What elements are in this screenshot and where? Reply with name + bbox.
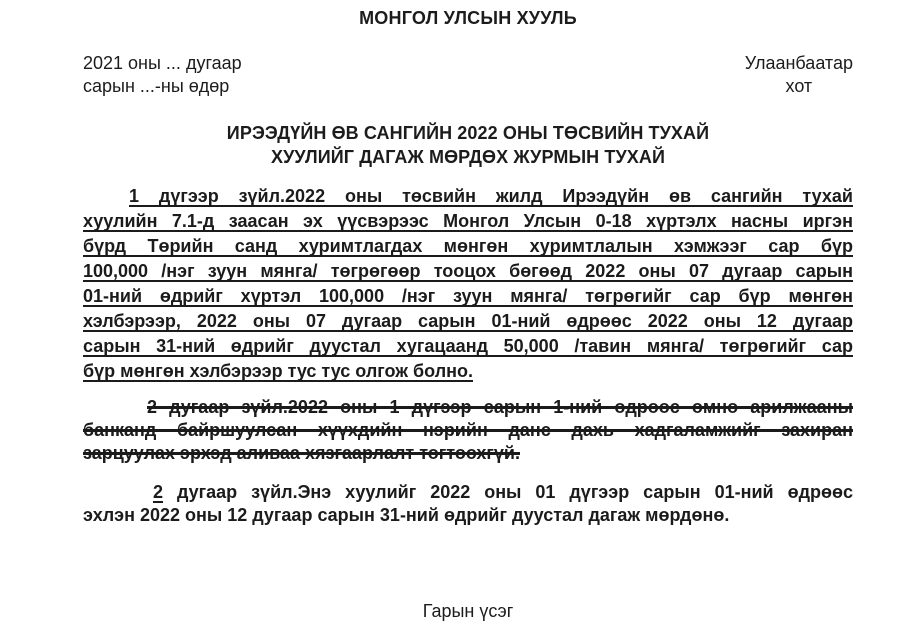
article-1-underlined-paragraph (83, 184, 853, 384)
text-line: 100,000 /нэг зуун мянга/ төгрөгөөр тооцох бөгөөд 2022 оны 07 дугаар сарын (83, 261, 853, 281)
article-2-struck-paragraph (83, 396, 853, 465)
law-title (83, 121, 853, 169)
text-line: бүрд Төрийн санд хуримтлагдах мөнгөн хуримтлалын хэмжээг сар бүр (83, 236, 853, 256)
text-line: зарцуулах эрхэд аливаа хязгаарлалт тогтоохгүй. (83, 443, 520, 463)
city-line-2: хот (785, 76, 813, 96)
text-line: сарын 31-ний өдрийг дуустал хугацаанд 50,000 /тавин мянга/ төгрөгийг сар (83, 336, 853, 356)
header-row (83, 52, 853, 98)
text-line: 01-ний өдрийг хүртэл 100,000 /нэг зуун мянга/ төгрөгийг сар бүр мөнгөн (83, 286, 853, 306)
text-line: хэлбэрээр, 2022 оны 07 дугаар сарын 01-ний өдрөөс 2022 оны 12 дугаар (83, 311, 853, 331)
article-3-line-1-rest: дугаар зүйл.Энэ хуулийг 2022 оны 01 дүгээр сарын 01-ний өдрөөс (163, 482, 853, 502)
text-line: 1 дүгээр зүйл.2022 оны төсвийн жилд Ирээдүйн өв сангийн тухай (129, 186, 853, 206)
city-block (745, 52, 853, 98)
article-3-line-2: эхлэн 2022 оны 12 дугаар сарын 31-ний өдрийг дуустал дагаж мөрдөнө. (83, 505, 730, 525)
text-line: банканд байршуулсан хүүхдийн нэрийн данс дахь хадгаламжийг захиран (83, 420, 853, 440)
law-title-line-2: ХУУЛИЙГ ДАГАЖ МӨРДӨХ ЖУРМЫН ТУХАЙ (270, 147, 666, 167)
text-line: бүр мөнгөн хэлбэрээр тус тус олгож болно. (83, 361, 473, 381)
law-title-line-1: ИРЭЭДҮЙН ӨВ САНГИЙН 2022 ОНЫ ТӨСВИЙН ТУХАЙ (226, 123, 710, 143)
city-line-1: Улаанбаатар (744, 53, 853, 73)
text-line: 2 дугаар зүйл.2022 оны 1 дүгээр сарын 1-ний өдрөөс өмнө арилжааны (147, 397, 853, 417)
document-title: МОНГОЛ УЛСЫН ХУУЛЬ (359, 8, 577, 28)
signature-label: Гарын үсэг (422, 601, 514, 621)
text-line: хуулийн 7.1-д заасан эх үүсвэрээс Монгол Улсын 0-18 хүртэлх насны иргэн (83, 211, 853, 231)
date-line-1: 2021 оны ... дугаар (83, 53, 242, 73)
date-block (83, 52, 242, 98)
article-3-line-1 (83, 481, 853, 504)
article-3-paragraph (83, 481, 853, 527)
article-3-underlined-number: 2 (153, 482, 164, 502)
date-line-2: сарын ...-ны өдөр (83, 76, 230, 96)
